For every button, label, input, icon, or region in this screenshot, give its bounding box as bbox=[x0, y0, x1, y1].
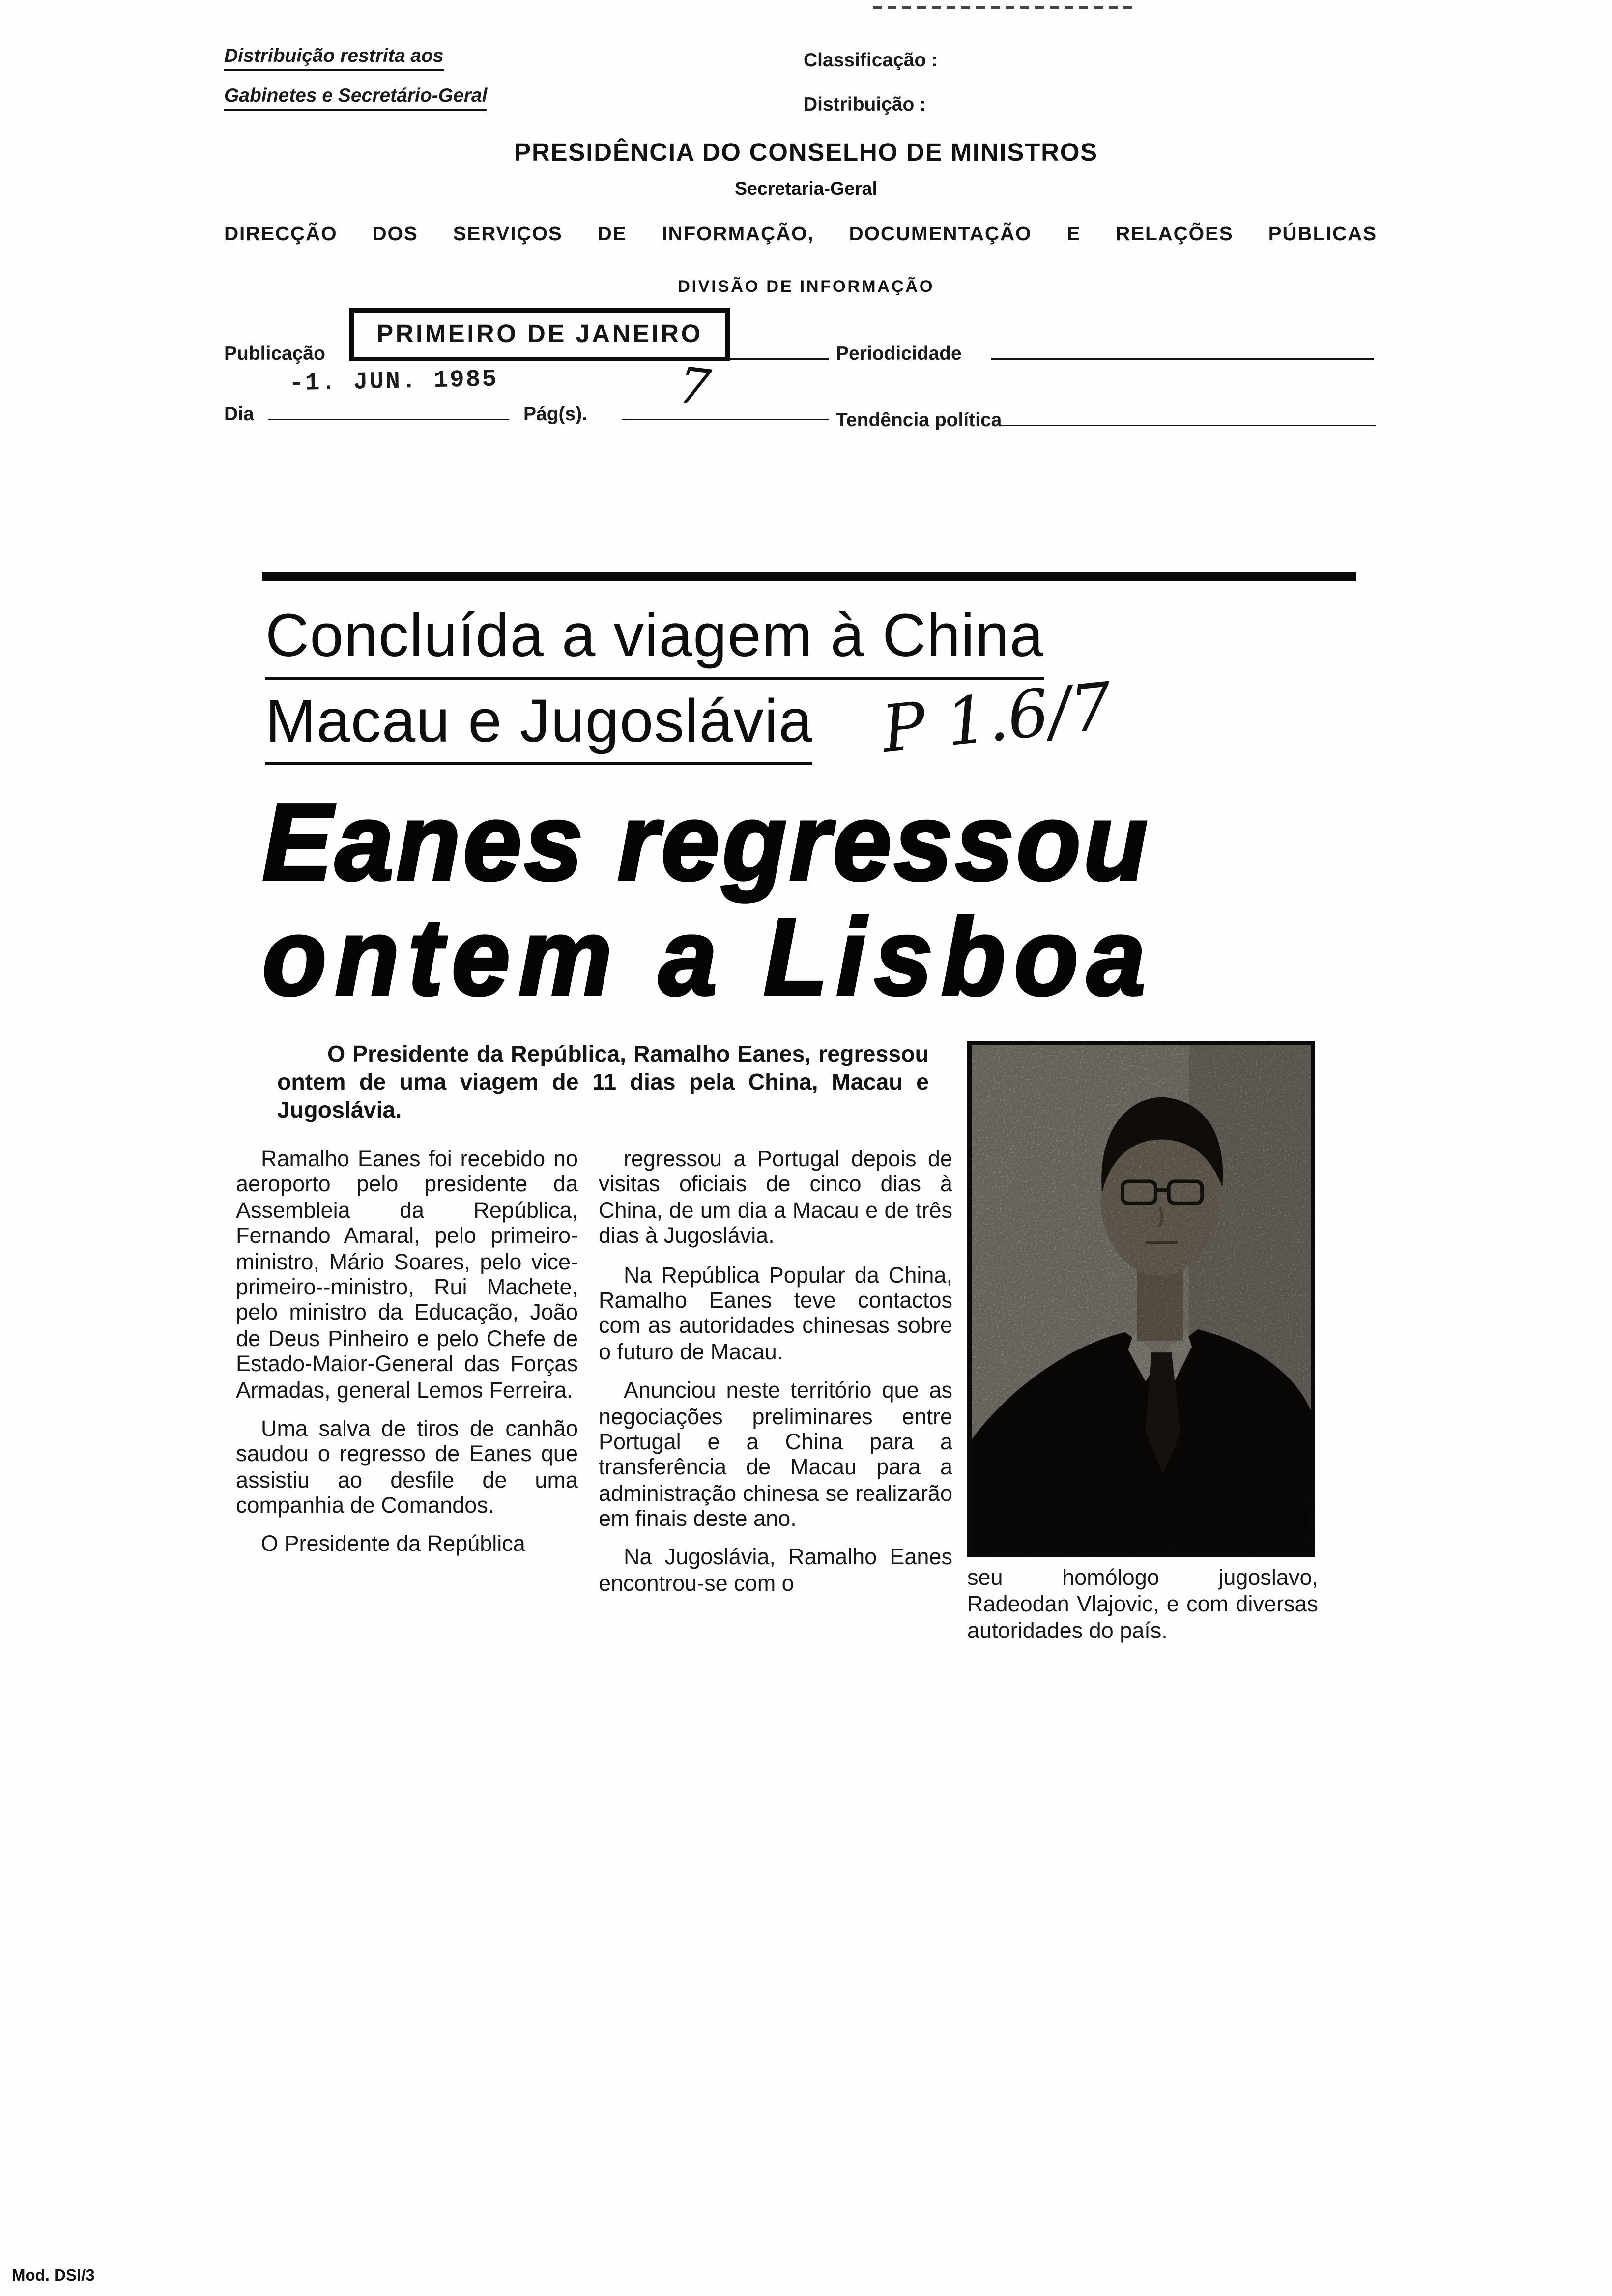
pags-fill-line bbox=[622, 419, 829, 420]
restricted-distribution-line2: Gabinetes e Secretário-Geral bbox=[224, 84, 487, 111]
article-column-1 bbox=[236, 1147, 578, 1572]
publicacao-label: Publicação bbox=[224, 342, 325, 364]
col2-paragraph: Anunciou neste território que as negociações preliminares entre Portugal e a China para a transferência de Macau para a administração chinesa se realizarão em finais deste ano. bbox=[599, 1378, 952, 1532]
periodicidade-label: Periodicidade bbox=[836, 342, 962, 364]
col1-paragraph: Ramalho Eanes foi recebido no aeroporto pelo presidente da Assembleia da República, Fernando Amaral, pelo primeiro-ministro, Mário Soares, pelo vice-primeiro--ministro, Rui Machete, pelo ministro da Educação, João de Deus Pinheiro e pelo Chefe de Estado-Maior-General das Forças Armadas, general Lemos Ferreira. bbox=[236, 1147, 578, 1403]
form-model-number: Mod. DSI/3 bbox=[12, 2267, 95, 2285]
dia-label: Dia bbox=[224, 402, 254, 425]
org-title: PRESIDÊNCIA DO CONSELHO DE MINISTROS bbox=[514, 139, 1098, 167]
date-stamp: -1. JUN. 1985 bbox=[288, 365, 498, 398]
article-column-2 bbox=[599, 1147, 952, 1610]
tendencia-fill-line bbox=[1000, 425, 1376, 426]
restricted-distribution-line1: Distribuição restrita aos bbox=[224, 44, 443, 71]
classificacao-label: Classificação : bbox=[804, 49, 938, 71]
pags-label: Pág(s). bbox=[523, 402, 588, 425]
handwritten-page-number: 7 bbox=[674, 356, 714, 419]
photo-caption: seu homólogo jugoslavo, Radeodan Vlajovic, e com diversas autoridades do país. bbox=[967, 1566, 1318, 1644]
periodicidade-fill-line bbox=[991, 358, 1374, 360]
portrait-photo bbox=[967, 1041, 1315, 1557]
org-subtitle: Secretaria-Geral bbox=[735, 178, 877, 199]
handwritten-annotation: P 1.6/7 bbox=[878, 669, 1116, 769]
col2-paragraph: Na Jugoslávia, Ramalho Eanes encontrou-se com o bbox=[599, 1546, 952, 1597]
col1-paragraph: Uma salva de tiros de canhão saudou o regresso de Eanes que assistiu ao desfile de uma companhia de Comandos. bbox=[236, 1416, 578, 1519]
col1-paragraph: O Presidente da República bbox=[261, 1532, 525, 1558]
torn-edge-dashes bbox=[873, 6, 1132, 9]
publication-name-stamp: PRIMEIRO DE JANEIRO bbox=[349, 308, 730, 361]
dia-fill-line bbox=[268, 419, 509, 420]
headline-line2: ontem a Lisboa bbox=[262, 898, 1154, 1019]
portrait-photo-graphic bbox=[972, 1045, 1311, 1552]
publicacao-fill-line bbox=[349, 358, 829, 360]
headline-line1: Eanes regressou bbox=[262, 783, 1151, 904]
kicker-line2: Macau e Jugoslávia bbox=[265, 687, 813, 765]
lead-paragraph: O Presidente da República, Ramalho Eanes, regressou ontem de uma viagem de 11 dias pela China, Macau e Jugoslávia. bbox=[277, 1042, 929, 1124]
col2-paragraph: Na República Popular da China, Ramalho Eanes teve contactos com as autoridades chinesas sobre o futuro de Macau. bbox=[599, 1263, 952, 1365]
kicker-line1: Concluída a viagem à China bbox=[265, 602, 1044, 680]
org-division: DIVISÃO DE INFORMAÇÃO bbox=[677, 279, 935, 296]
distribuicao-label: Distribuição : bbox=[804, 93, 926, 115]
col2-paragraph: regressou a Portugal depois de visitas oficiais de cinco dias à China, de um dia a Macau e de três dias à Jugoslávia. bbox=[599, 1147, 952, 1249]
tendencia-label: Tendência política bbox=[836, 408, 1002, 430]
org-direction: DIRECÇÃO DOS SERVIÇOS DE INFORMAÇÃO, DOCUMENTAÇÃO E RELAÇÕES PÚBLICAS bbox=[224, 223, 1377, 245]
article-top-rule bbox=[262, 572, 1356, 581]
